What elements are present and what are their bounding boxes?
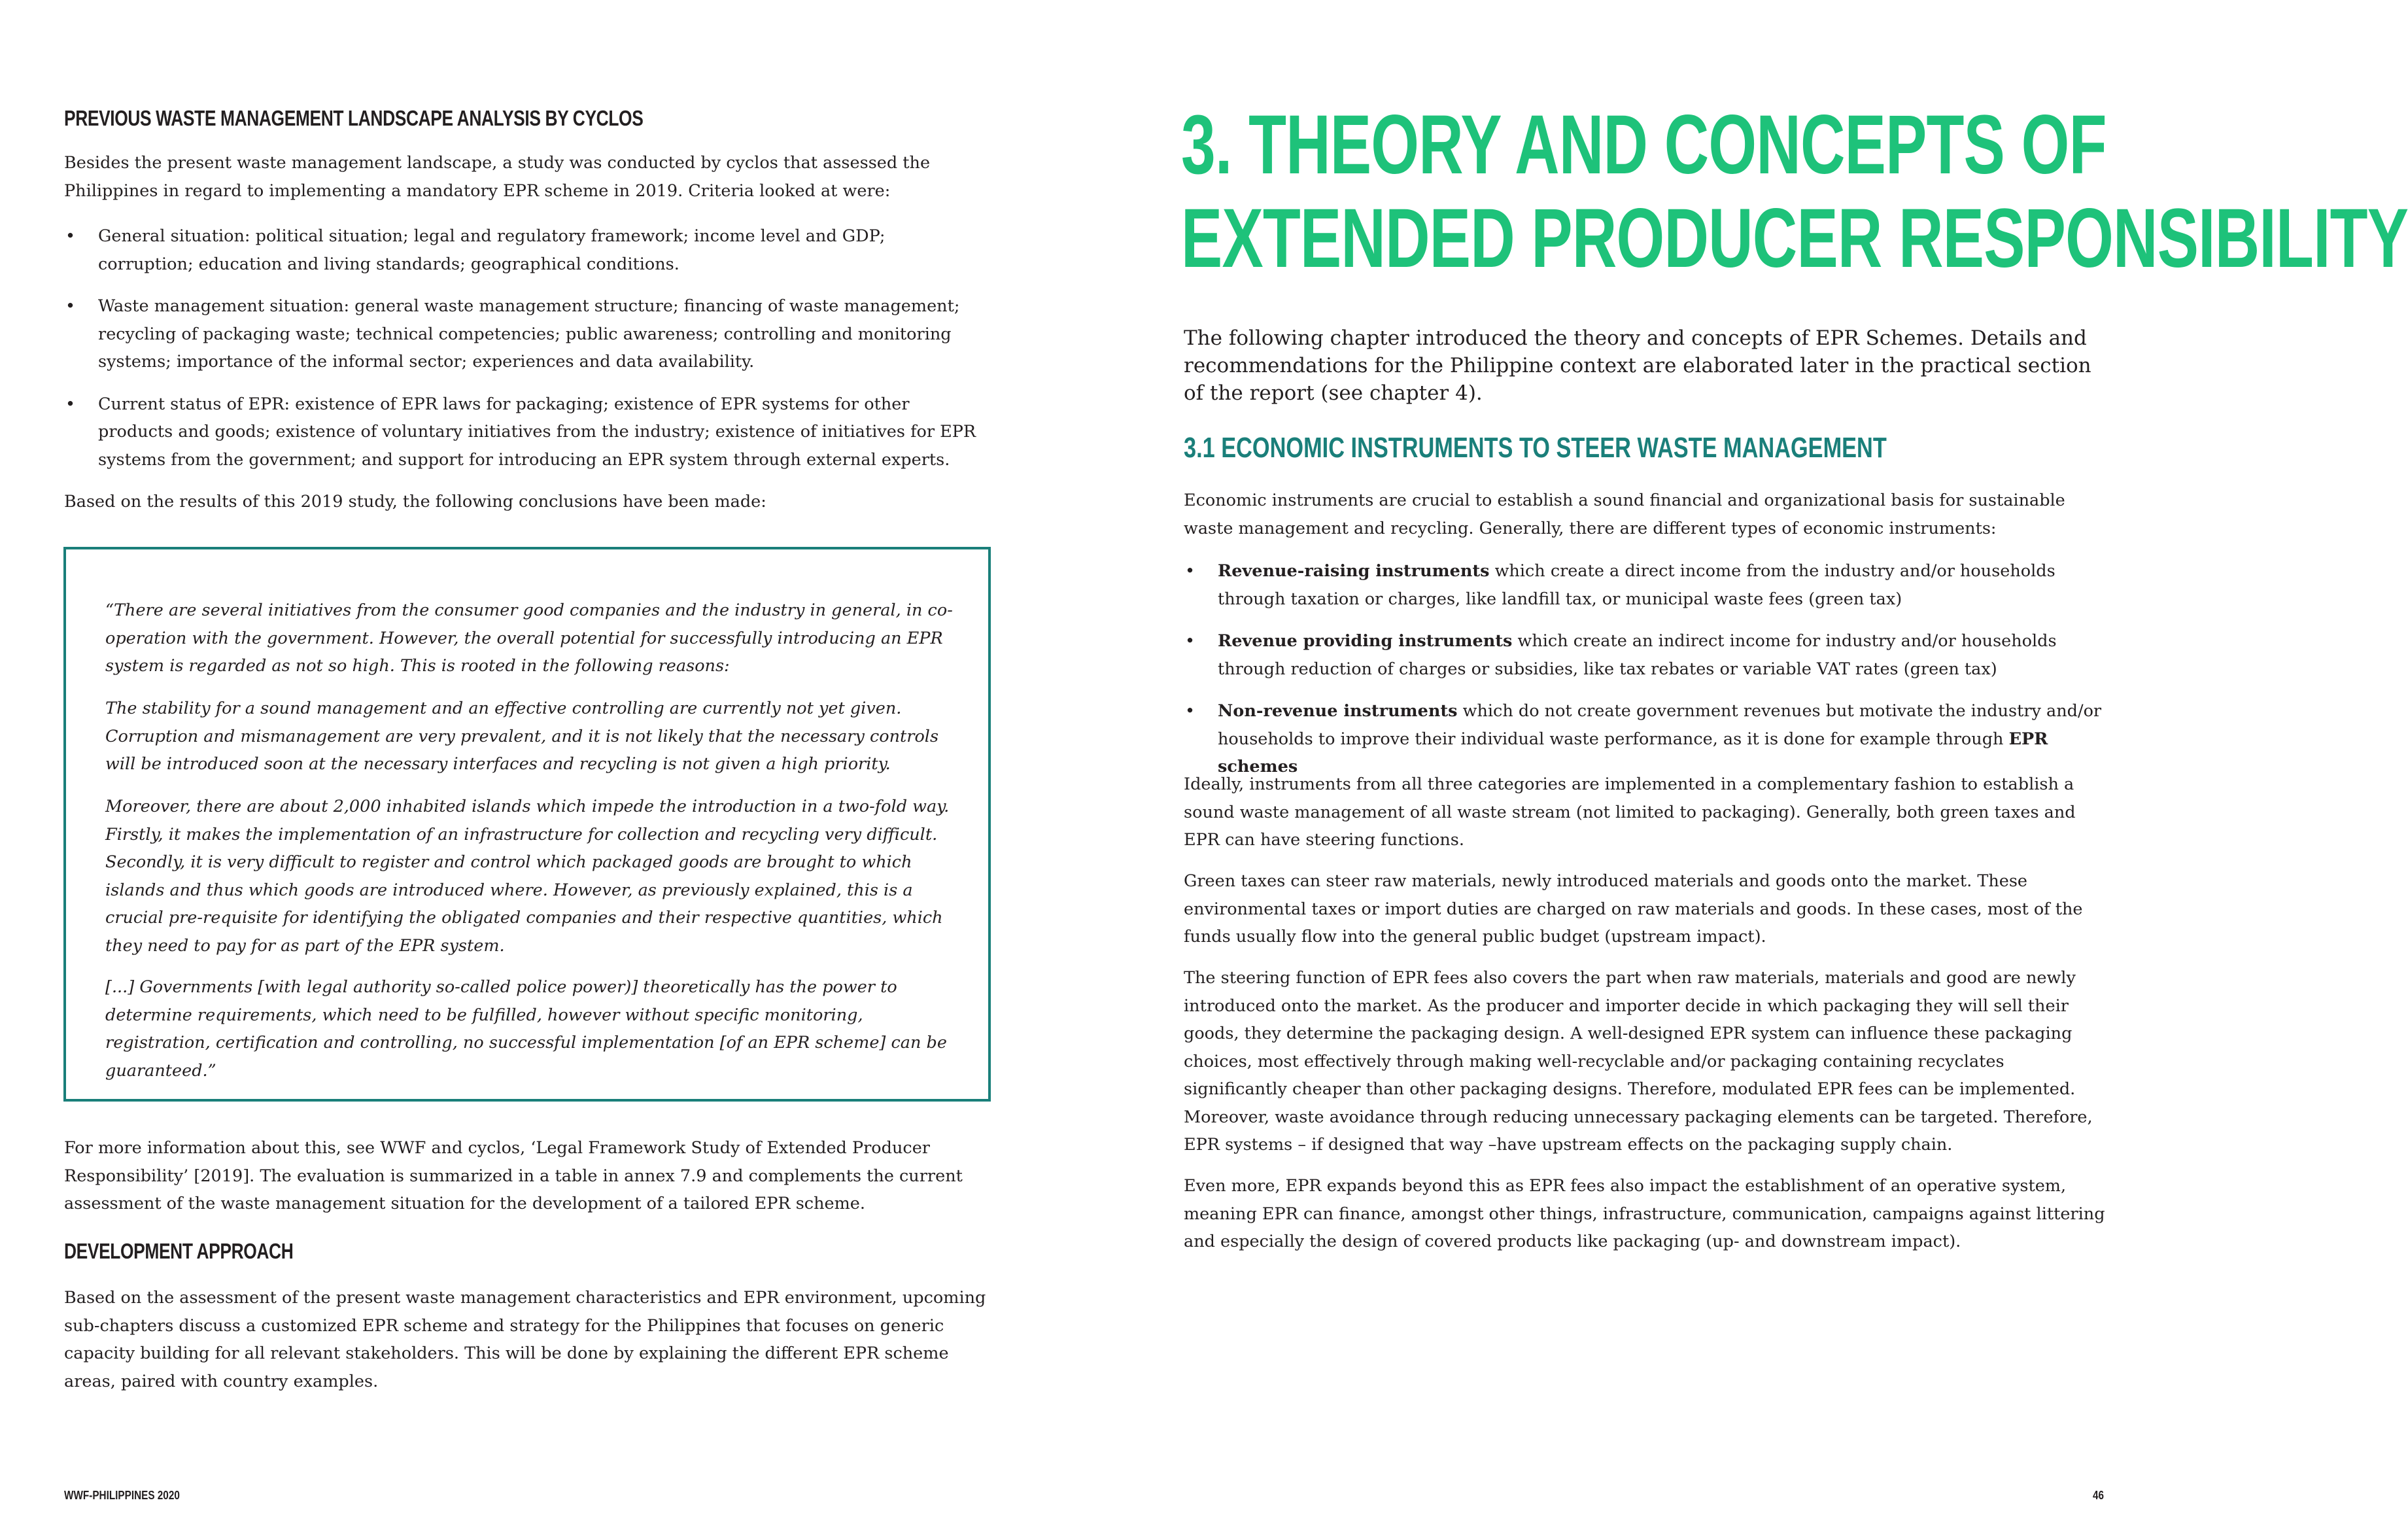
instruments-list — [1184, 557, 2112, 795]
section-heading-previous-analysis: PREVIOUS WASTE MANAGEMENT LANDSCAPE ANALYSIS BY CYCLOS — [64, 106, 644, 130]
chapter-title-line: EXTENDED PRODUCER RESPONSIBILITY — [1181, 192, 2408, 285]
intro-paragraph: Besides the present waste management landscape, a study was conducted by cyclos that assessed the Philippines in regard to implementing a mandatory EPR scheme in 2019. Criteria looked at were: — [64, 153, 931, 201]
section-title: 3.1 ECONOMIC INSTRUMENTS TO STEER WASTE MANAGEMENT — [1184, 432, 1887, 464]
quote-paragraph: “There are several initiatives from the consumer good companies and the industry in general, in co-operation with the government. However, the overall potential for successfully introducing an EPR system is regarded as not so high. This is rooted in the following reasons: — [105, 600, 953, 676]
quote-paragraph: Moreover, there are about 2,000 inhabited islands which impede the introduction in a two-fold way. Firstly, it makes the implementation of an infrastructure for collection and recycling very difficult. Secondly, it is very difficult to register and control which packaged goods are brought to which islands and thus which goods are introduced where. However, as previously explained, this is a crucial pre-requisite for identifying the obligated companies and their respective quantities, which they need to pay for as part of the EPR system. — [105, 797, 950, 956]
list-item: • Current status of EPR: existence of EPR laws for packaging; existence of EPR systems for other products and goods; existence of voluntary initiatives from the industry; existence of initiatives for EPR systems from the government; and support for introducing an EPR system through external experts. — [64, 391, 980, 474]
instrument-term: Non-revenue instruments — [1218, 701, 1458, 721]
list-item: • General situation: political situation; legal and regulatory framework; income level and GDP; corruption; education and living standards; geographical conditions. — [64, 222, 980, 278]
list-item — [1184, 697, 2112, 781]
quote-paragraph: The stability for a sound management and an effective controlling are currently not yet given. Corruption and mismanagement are very prevalent, and it is not likely that the necessary controls will be introduced soon at the necessary interfaces and recycling is not given a high priority. — [105, 699, 939, 774]
conclusion-lead: Based on the results of this 2019 study, the following conclusions have been made: — [64, 492, 766, 512]
list-item — [1184, 627, 2112, 683]
approach-paragraph: Based on the assessment of the present waste management characteristics and EPR environment, upcoming sub-chapters discuss a customized EPR scheme and strategy for the Philippines that focuses on generic capacity building for all relevant stakeholders. This will be done by explaining the different EPR scheme areas, paired with country examples. — [64, 1288, 986, 1391]
quote-paragraph: [...] Governments [with legal authority so-called police power)] theoretically has the power to determine requirements, which need to be fulfilled, however without specific monitoring, registration, certification and controlling, no successful implementation [of an EPR scheme] can be guaranteed.” — [105, 977, 947, 1081]
paragraph-even-more: Even more, EPR expands beyond this as EPR fees also impact the establishment of an operative system, meaning EPR can finance, amongst other things, infrastructure, communication, campaigns against littering and especially the design of covered products like packaging (up- and downstream impact). — [1184, 1176, 2105, 1251]
quote-box — [63, 547, 991, 1102]
instrument-term: Revenue providing instruments — [1218, 631, 1513, 651]
chapter-title — [1181, 98, 2408, 285]
paragraph-green-taxes: Green taxes can steer raw materials, newly introduced materials and goods onto the market. These environmental taxes or import duties are charged on raw materials and goods. In these cases, most of the funds usually flow into the general public budget (upstream impact). — [1184, 871, 2083, 947]
criteria-list — [64, 222, 980, 488]
list-item — [1184, 557, 2112, 613]
section-intro: Economic instruments are crucial to establish a sound financial and organizational basis for sustainable waste management and recycling. Generally, there are different types of economic instruments: — [1184, 491, 2065, 538]
more-info-paragraph: For more information about this, see WWF and cyclos, ‘Legal Framework Study of Extended Producer Responsibility’ [2019]. The evaluation is summarized in a table in annex 7.9 and complements the current assessment of the waste management situation for the development of a tailored EPR scheme. — [64, 1138, 963, 1213]
instrument-text: which create an indirect income for industry and/or households through reduction of charges or subsidies, like tax rebates or variable VAT rates (green tax) — [1218, 631, 2057, 679]
paragraph-ideally: Ideally, instruments from all three categories are implemented in a complementary fashion to establish a sound waste management of all waste stream (not limited to packaging). Generally, both green taxes and EPR can have steering functions. — [1184, 774, 2076, 850]
chapter-intro: The following chapter introduced the theory and concepts of EPR Schemes. Details and recommendations for the Philippine context are elaborated later in the practical section of the report (see chapter 4). — [1184, 326, 2091, 405]
instrument-term: Revenue-raising instruments — [1218, 561, 1490, 581]
instrument-text: which create a direct income from the industry and/or households through taxation or charges, like landfill tax, or municipal waste fees (green tax) — [1218, 561, 2055, 609]
instrument-text: which do not create government revenues but motivate the industry and/or households to improve their individual waste performance, as it is done for example through — [1218, 701, 2102, 749]
section-heading-development-approach: DEVELOPMENT APPROACH — [64, 1239, 294, 1263]
footer-publisher: WWF-PHILIPPINES 2020 — [64, 1489, 180, 1502]
instrument-tail: EPR schemes — [1218, 729, 2048, 776]
chapter-title-line: 3. THEORY AND CONCEPTS OF — [1181, 98, 2107, 192]
paragraph-steering-function: The steering function of EPR fees also covers the part when raw materials, materials and good are newly introduced onto the market. As the producer and importer decide in which packaging they will sell their goods, they determine the packaging design. A well-designed EPR system can influence these packaging choices, most effectively through making well-recyclable and/or packaging containing recyclates significantly cheaper than other packaging designs. Therefore, modulated EPR fees can be implemented. Moreover, waste avoidance through reducing unnecessary packaging elements can be targeted. Therefore, EPR systems – if designed that way –have upstream effects on the packaging supply chain. — [1184, 968, 2093, 1155]
page-number: 46 — [2093, 1489, 2105, 1502]
list-item: • Waste management situation: general waste management structure; financing of waste management; recycling of packaging waste; technical competencies; public awareness; controlling and monitoring systems; importance of the informal sector; experiences and data availability. — [64, 292, 980, 376]
